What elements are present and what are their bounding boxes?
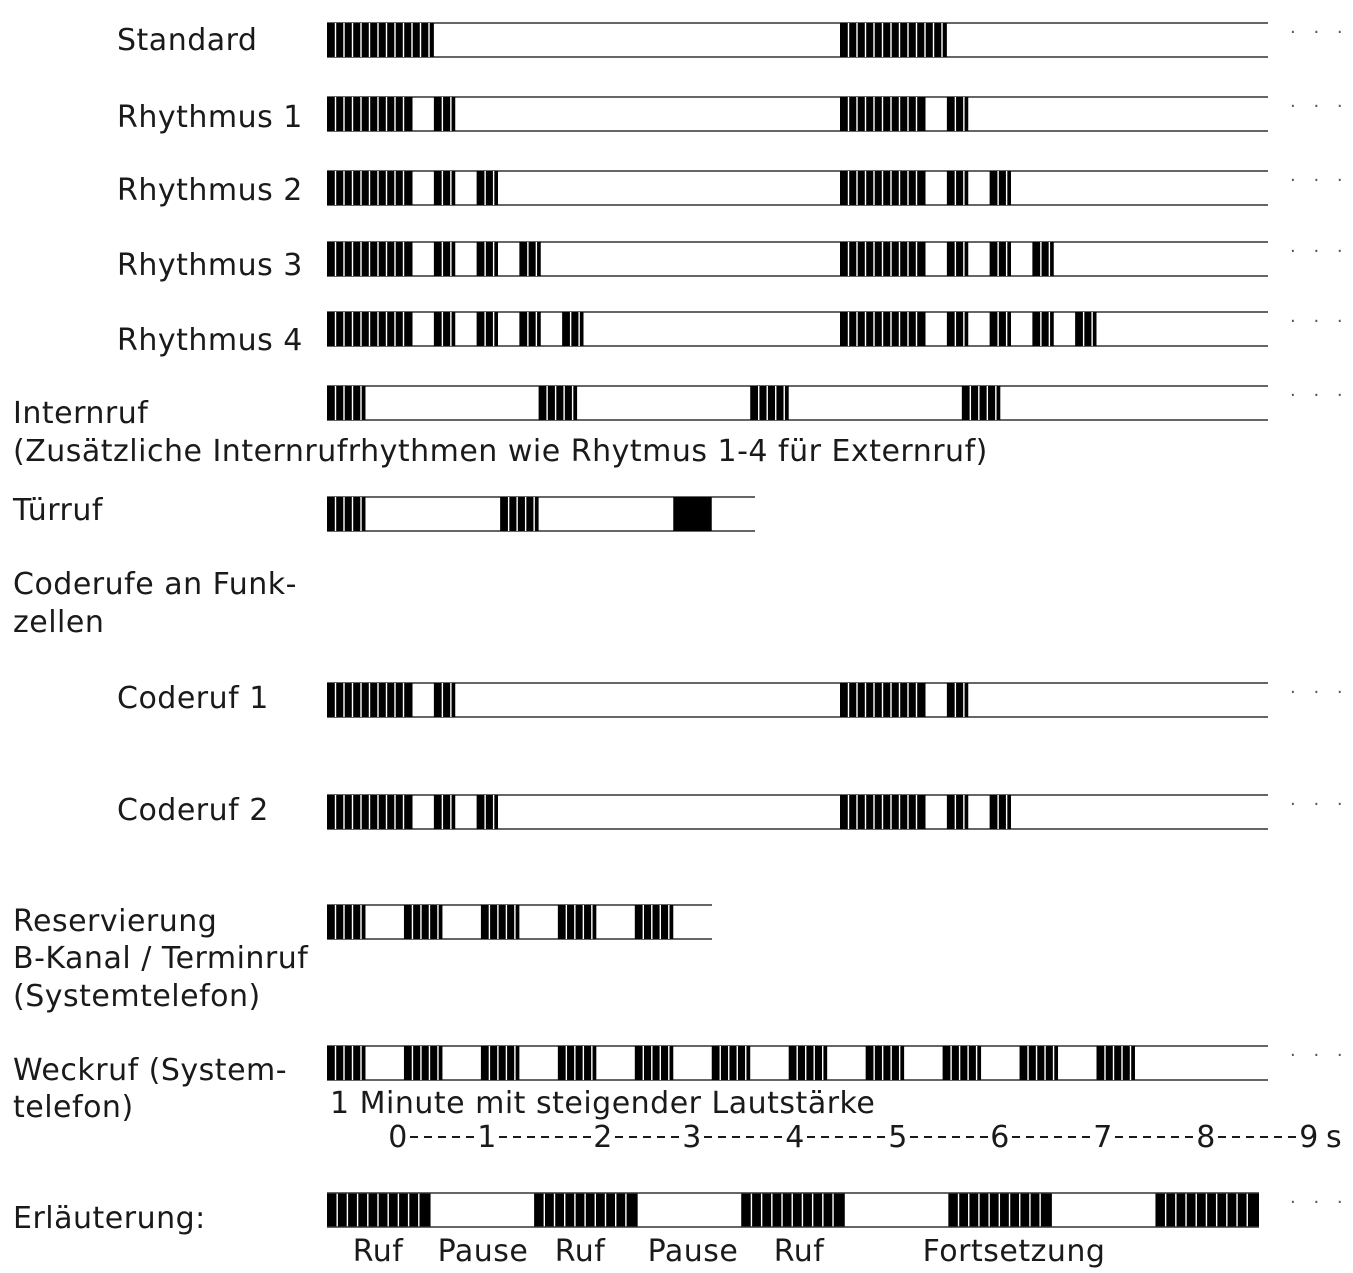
ring-pulse-coderuf2-6 <box>990 795 1011 829</box>
ring-pulse-coderuf2-2 <box>434 795 455 829</box>
row-rhythmus1 <box>117 91 1349 135</box>
row-rhythmus3 <box>117 236 1349 283</box>
legend-segment-label: Fortsetzung <box>922 1234 1106 1269</box>
ring-pulse-internruf-4 <box>962 386 1000 420</box>
row-label-internruf: Internruf <box>13 396 149 431</box>
legend-continuation-dots: . . . <box>1290 1187 1349 1208</box>
legend-segment-label: Ruf <box>773 1234 825 1269</box>
ring-pulse-internruf-2 <box>539 386 577 420</box>
row-label-tuerruf: Türruf <box>13 493 103 528</box>
time-tick-label: 0 <box>388 1120 408 1155</box>
legend-segment-label: Ruf <box>554 1234 606 1269</box>
row-internruf <box>13 380 1349 469</box>
ring-pulse-reservierung-1 <box>327 905 365 939</box>
legend-label: Erläuterung: <box>13 1201 206 1236</box>
ring-pulse-internruf-3 <box>750 386 788 420</box>
ring-pulse-weckruf-7 <box>789 1046 827 1080</box>
ring-pulse-weckruf-4 <box>558 1046 596 1080</box>
ring-pulse-weckruf-1 <box>327 1046 365 1080</box>
time-tick-label: 5 <box>888 1120 908 1155</box>
row-standard-continuation-dots: . . . <box>1290 17 1349 38</box>
ring-pulse-weckruf-8 <box>866 1046 904 1080</box>
row-rhythmus1-continuation-dots: . . . <box>1290 91 1349 112</box>
row-label-rhythmus2: Rhythmus 2 <box>117 173 303 208</box>
row-label-coderuf2: Coderuf 2 <box>117 793 269 828</box>
ring-pulse-rhythmus3-6 <box>947 242 968 276</box>
legend-pulse-2 <box>534 1193 638 1227</box>
row-coderuf2 <box>117 789 1349 829</box>
ring-pulse-rhythmus2-6 <box>990 171 1011 205</box>
row-label-reservierung-line3: (Systemtelefon) <box>13 979 261 1014</box>
row-weckruf <box>13 1040 1349 1125</box>
row-reservierung <box>13 904 712 1014</box>
ring-pulse-rhythmus4-5 <box>562 312 583 346</box>
row-rhythmus3-continuation-dots: . . . <box>1290 236 1349 257</box>
ring-pulse-coderuf1-4 <box>947 683 968 717</box>
time-tick-label: 9 <box>1299 1120 1319 1155</box>
ring-pulse-rhythmus3-4 <box>519 242 540 276</box>
row-label-rhythmus4: Rhythmus 4 <box>117 323 303 358</box>
row-weckruf-continuation-dots: . . . <box>1290 1040 1349 1061</box>
row-label-coderufe-line2: zellen <box>13 605 105 640</box>
ring-pulse-rhythmus3-3 <box>477 242 498 276</box>
row-label-reservierung-line2: B-Kanal / Terminruf <box>13 941 309 976</box>
time-unit-label: s <box>1326 1120 1343 1155</box>
time-tick-label: 3 <box>682 1120 702 1155</box>
ring-pulse-coderuf2-3 <box>477 795 498 829</box>
time-scale <box>388 1120 1342 1155</box>
legend-segment-label: Ruf <box>352 1234 404 1269</box>
weckruf-note: 1 Minute mit steigender Lautstärke <box>330 1086 876 1121</box>
row-coderuf2-continuation-dots: . . . <box>1290 789 1349 810</box>
row-label-weckruf: Weckruf (System- <box>13 1053 288 1088</box>
row-label-rhythmus1: Rhythmus 1 <box>117 100 303 135</box>
ring-pulse-weckruf-10 <box>1020 1046 1058 1080</box>
ring-pulse-tuerruf-3 <box>673 497 711 531</box>
row-tuerruf <box>12 493 755 531</box>
row-label-coderufe: Coderufe an Funk- <box>13 567 297 602</box>
ring-pulse-weckruf-5 <box>635 1046 673 1080</box>
ring-pulse-weckruf-6 <box>712 1046 750 1080</box>
ring-pulse-rhythmus2-5 <box>947 171 968 205</box>
ring-pulse-reservierung-2 <box>404 905 442 939</box>
ring-pulse-weckruf-9 <box>943 1046 981 1080</box>
ring-pulse-rhythmus4-4 <box>519 312 540 346</box>
ring-pulse-rhythmus1-4 <box>947 97 968 131</box>
time-tick-label: 7 <box>1093 1120 1113 1155</box>
ring-pulse-weckruf-2 <box>404 1046 442 1080</box>
time-tick-label: 8 <box>1196 1120 1216 1155</box>
row-label-coderuf1: Coderuf 1 <box>117 681 269 716</box>
legend-segment-label: Pause <box>437 1234 529 1269</box>
ring-pulse-rhythmus4-3 <box>477 312 498 346</box>
ring-pulse-internruf-1 <box>327 386 365 420</box>
ring-pulse-rhythmus1-2 <box>434 97 455 131</box>
ring-pulse-weckruf-11 <box>1097 1046 1135 1080</box>
ring-pulse-rhythmus3-2 <box>434 242 455 276</box>
ring-pulse-rhythmus4-7 <box>947 312 968 346</box>
row-rhythmus4 <box>117 306 1349 358</box>
row-coderufe <box>13 567 297 640</box>
ring-pulse-rhythmus4-8 <box>990 312 1011 346</box>
legend-pulse-4 <box>948 1193 1052 1227</box>
ring-pulse-tuerruf-2 <box>500 497 538 531</box>
time-tick-label: 2 <box>593 1120 613 1155</box>
legend-pulse-3 <box>741 1193 845 1227</box>
ring-pulse-standard-1 <box>327 23 434 57</box>
ring-pulse-rhythmus3-7 <box>990 242 1011 276</box>
ring-pulse-rhythmus4-2 <box>434 312 455 346</box>
ring-pulse-rhythmus4-9 <box>1032 312 1053 346</box>
legend-pulse-5 <box>1155 1193 1259 1227</box>
row-rhythmus4-continuation-dots: . . . <box>1290 306 1349 327</box>
legend <box>13 1187 1349 1269</box>
ring-pulse-coderuf2-5 <box>947 795 968 829</box>
ring-pulse-rhythmus3-8 <box>1032 242 1053 276</box>
row-coderuf1-continuation-dots: . . . <box>1290 677 1349 698</box>
ring-pulse-rhythmus2-3 <box>477 171 498 205</box>
time-tick-label: 1 <box>477 1120 497 1155</box>
ring-pattern-rows <box>12 17 1349 1125</box>
row-label-rhythmus3: Rhythmus 3 <box>117 248 303 283</box>
time-tick-label: 4 <box>785 1120 805 1155</box>
row-label-reservierung: Reservierung <box>13 904 218 939</box>
ring-pulse-rhythmus4-10 <box>1075 312 1096 346</box>
time-tick-label: 6 <box>990 1120 1010 1155</box>
ring-pulse-reservierung-3 <box>481 905 519 939</box>
ring-pulse-rhythmus2-2 <box>434 171 455 205</box>
ring-pulse-weckruf-3 <box>481 1046 519 1080</box>
row-rhythmus2-continuation-dots: . . . <box>1290 165 1349 186</box>
legend-segment-label: Pause <box>647 1234 739 1269</box>
ring-pulse-standard-2 <box>840 23 947 57</box>
row-standard <box>117 17 1349 58</box>
row-rhythmus2 <box>117 165 1349 208</box>
ring-pulse-reservierung-5 <box>635 905 673 939</box>
row-internruf-continuation-dots: . . . <box>1290 380 1349 401</box>
row-label-standard: Standard <box>117 23 258 58</box>
ring-pulse-reservierung-4 <box>558 905 596 939</box>
ring-pulse-tuerruf-1 <box>327 497 365 531</box>
row-label-weckruf-line2: telefon) <box>13 1090 134 1125</box>
row-coderuf1 <box>117 677 1349 717</box>
row-label-internruf-line2: (Zusätzliche Internrufrhythmen wie Rhytmus 1-4 für Externruf) <box>13 434 988 469</box>
ring-pulse-coderuf1-2 <box>434 683 455 717</box>
legend-pulse-1 <box>327 1193 431 1227</box>
